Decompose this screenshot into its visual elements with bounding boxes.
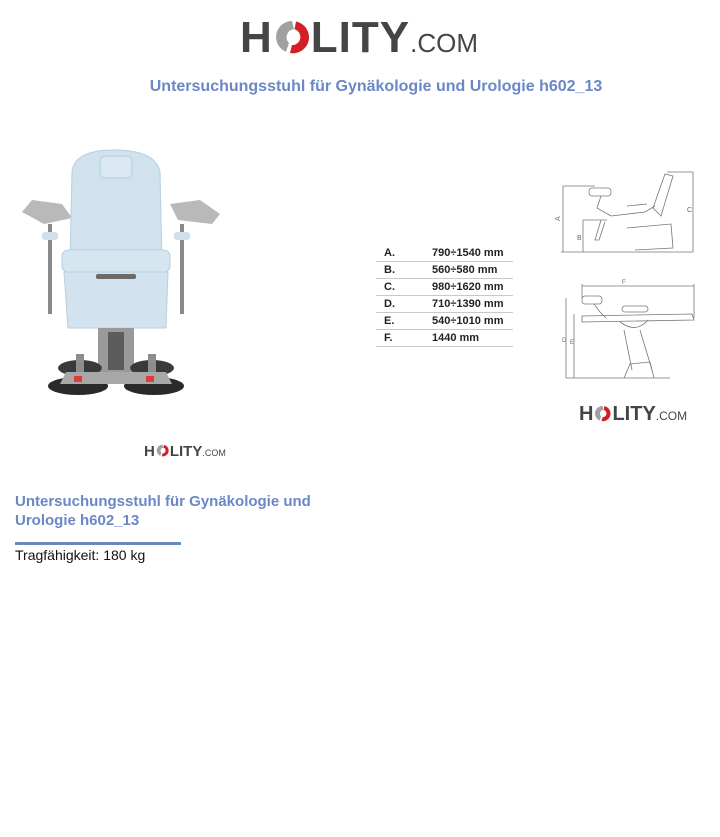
dim-key: F.	[376, 330, 432, 347]
table-row	[376, 330, 513, 347]
label-c: C	[687, 207, 693, 214]
logo-text-lity: LITY	[310, 13, 411, 62]
label-e: E	[570, 340, 575, 346]
dimension-diagram-side	[555, 168, 697, 256]
product-image-watermark	[144, 443, 226, 461]
table-row	[376, 296, 513, 313]
label-d: D	[562, 338, 567, 344]
title-divider	[15, 542, 181, 545]
label-a: A	[555, 216, 562, 221]
dim-value: 980÷1620 mm	[432, 279, 513, 296]
watermark-suffix: .COM	[655, 409, 688, 423]
watermark-text-lity: LITY	[612, 403, 656, 425]
dim-value: 560÷580 mm	[432, 262, 513, 279]
label-f: F	[622, 280, 626, 286]
dimension-diagram-front	[560, 278, 698, 382]
logo-ring-icon	[274, 19, 310, 55]
diagram-watermark	[579, 402, 687, 426]
dim-key: A.	[376, 245, 432, 262]
logo-ring-icon	[156, 444, 169, 457]
dim-value: 710÷1390 mm	[432, 296, 513, 313]
page-title: Untersuchungsstuhl für Gynäkologie und Urologie h602_13	[149, 78, 603, 95]
table-row	[376, 313, 513, 330]
dim-key: E.	[376, 313, 432, 330]
watermark-text-lity: LITY	[169, 443, 203, 460]
dim-value: 790÷1540 mm	[432, 245, 513, 262]
dim-key: D.	[376, 296, 432, 313]
product-title: Untersuchungsstuhl für Gynäkologie und Urologie h602_13	[15, 493, 311, 529]
label-b: B	[577, 235, 582, 242]
spec-load-capacity: Tragfähigkeit: 180 kg	[15, 547, 146, 563]
dimensions-table	[376, 245, 513, 347]
logo-ring-icon	[594, 405, 611, 422]
dim-key: C.	[376, 279, 432, 296]
table-row	[376, 279, 513, 296]
table-row	[376, 245, 513, 262]
logo-text-h: H	[240, 13, 273, 62]
dim-value: 1440 mm	[432, 330, 513, 347]
logo-suffix: .COM	[410, 28, 478, 58]
product-image	[14, 132, 226, 404]
watermark-text-h: H	[579, 403, 594, 425]
watermark-suffix: .COM	[202, 448, 226, 458]
dim-value: 540÷1010 mm	[432, 313, 513, 330]
table-row	[376, 262, 513, 279]
holity-logo	[240, 10, 478, 66]
watermark-text-h: H	[144, 443, 155, 460]
dim-key: B.	[376, 262, 432, 279]
